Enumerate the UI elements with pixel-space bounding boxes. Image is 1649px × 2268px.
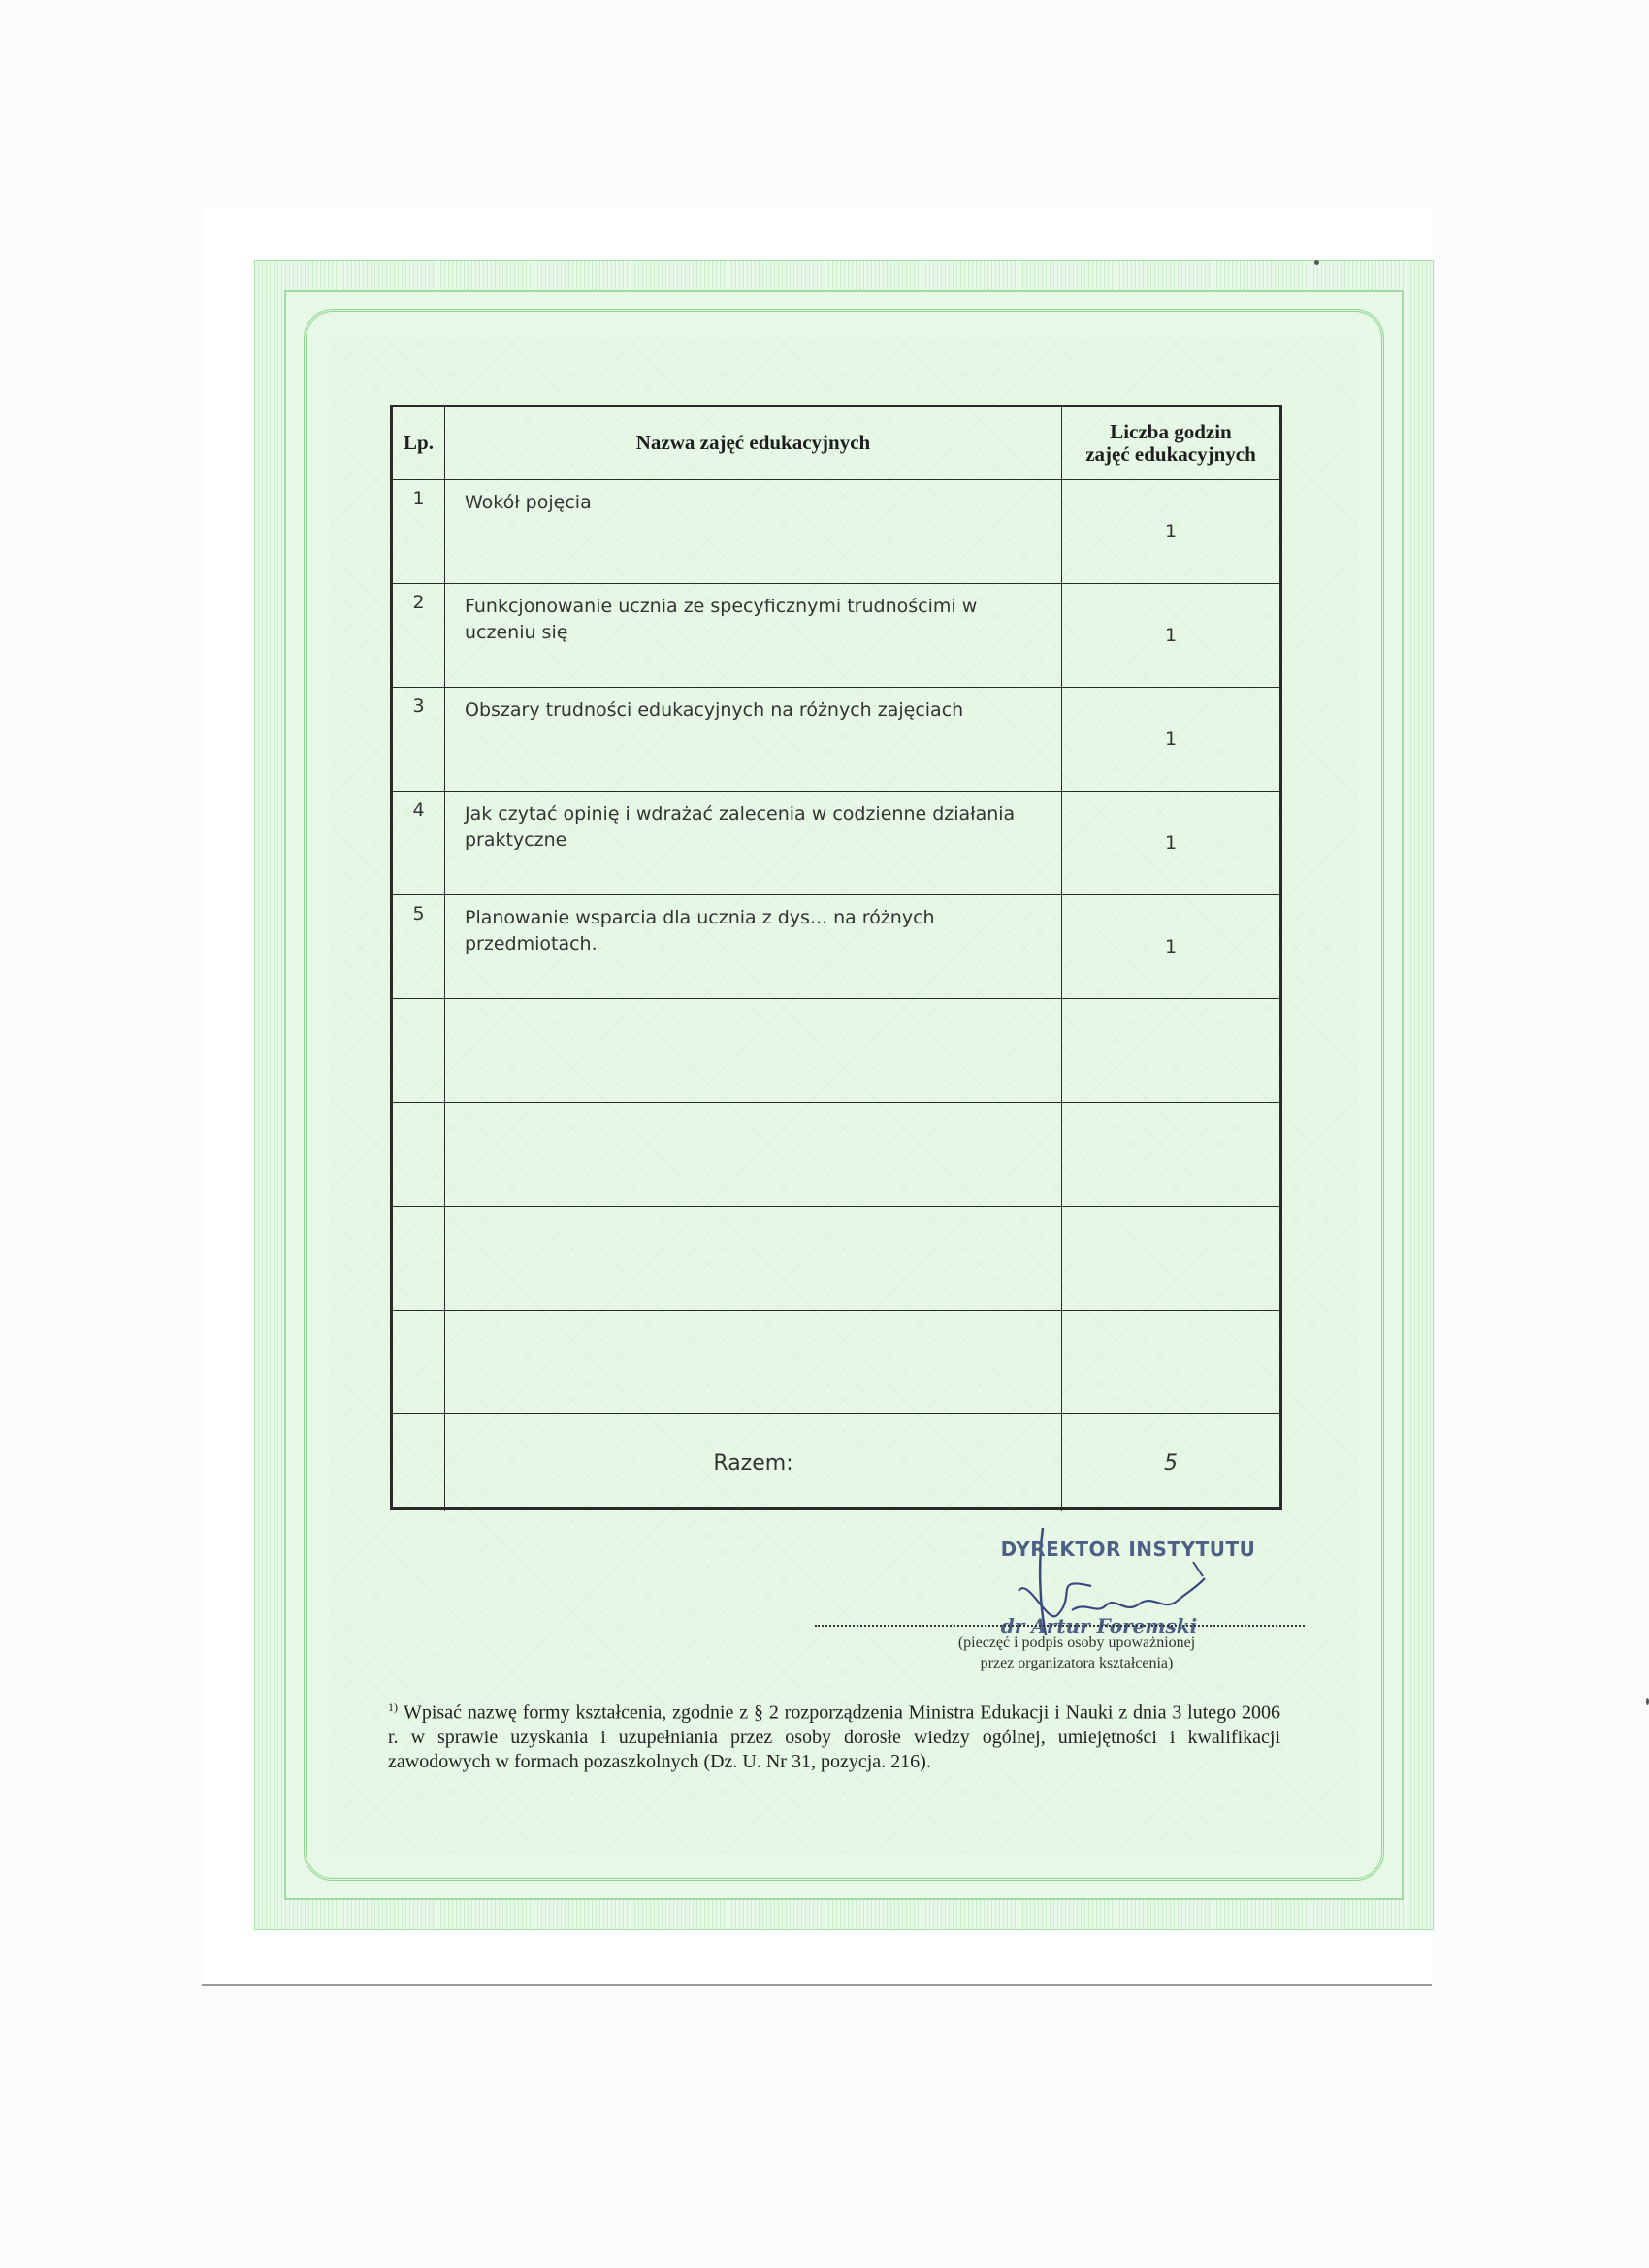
row-lp: 5 xyxy=(393,895,445,999)
row-course-name xyxy=(445,999,1062,1103)
row-hours xyxy=(1062,999,1279,1103)
row-lp: 1 xyxy=(393,480,445,584)
signature-caption-line1: (pieczęć i podpis osoby upoważnionej xyxy=(957,1635,1196,1651)
row-hours xyxy=(1062,1207,1279,1311)
signature-line xyxy=(815,1625,1305,1627)
row-hours xyxy=(1062,1311,1279,1414)
row-lp xyxy=(393,999,445,1103)
header-course-name: Nazwa zajęć edukacyjnych xyxy=(445,407,1062,480)
stamp-title: DYREKTOR INSTYTUTU xyxy=(1000,1538,1256,1561)
stamp-name: dr Artur Foremski xyxy=(1000,1614,1198,1637)
header-hours-line2: zajęć edukacyjnych xyxy=(1085,442,1256,466)
row-course-name: Jak czytać opinię i wdrażać zalecenia w codzienne działania praktyczne xyxy=(445,792,1062,895)
row-course-name: Planowanie wsparcia dla ucznia z dys... na różnych przedmiotach. xyxy=(445,895,1062,999)
row-hours: 1 xyxy=(1062,584,1279,688)
row-course-name: Obszary trudności edukacyjnych na różnych zajęciach xyxy=(445,688,1062,792)
scan-speck xyxy=(1314,260,1319,265)
header-hours-line1: Liczba godzin xyxy=(1110,419,1232,443)
row-course-name xyxy=(445,1207,1062,1311)
row-lp xyxy=(393,1207,445,1311)
signature-caption xyxy=(892,1634,1261,1674)
row-hours: 1 xyxy=(1062,688,1279,792)
row-hours: 1 xyxy=(1062,895,1279,999)
row-lp: 2 xyxy=(393,584,445,688)
row-lp: 4 xyxy=(393,792,445,895)
total-label: Razem: xyxy=(445,1414,1062,1511)
row-lp: 3 xyxy=(393,688,445,792)
row-course-name xyxy=(445,1103,1062,1207)
row-lp xyxy=(393,1311,445,1414)
row-course-name: Wokół pojęcia xyxy=(445,480,1062,584)
total-value: 5 xyxy=(1164,1450,1178,1475)
total-lp-empty xyxy=(393,1414,445,1511)
row-course-name: Funkcjonowanie ucznia ze specyficznymi trudnościmi w uczeniu się xyxy=(445,584,1062,688)
row-hours xyxy=(1062,1103,1279,1207)
row-hours: 1 xyxy=(1062,480,1279,584)
footnote xyxy=(388,1701,1280,1774)
courses-table xyxy=(390,405,1282,1510)
footnote-marker: 1) xyxy=(388,1701,398,1714)
row-hours: 1 xyxy=(1062,792,1279,895)
signature-caption-line2: przez organizatora kształcenia) xyxy=(980,1654,1174,1671)
header-hours xyxy=(1062,407,1279,480)
row-lp xyxy=(393,1103,445,1207)
row-course-name xyxy=(445,1311,1062,1414)
header-lp: Lp. xyxy=(393,407,445,480)
footnote-text: Wpisać nazwę formy kształcenia, zgodnie z § 2 rozporządzenia Ministra Edukacji i Nauki z dnia 3 lutego 2006 r. w sprawie uzyskania i uzupełniania przez osoby dorosłe wiedzy ogólnej, umiejętności i kwalifikacji zawodowych w formach pozaszkolnych (Dz. U. Nr 31, pozycja. 216). xyxy=(388,1701,1280,1772)
